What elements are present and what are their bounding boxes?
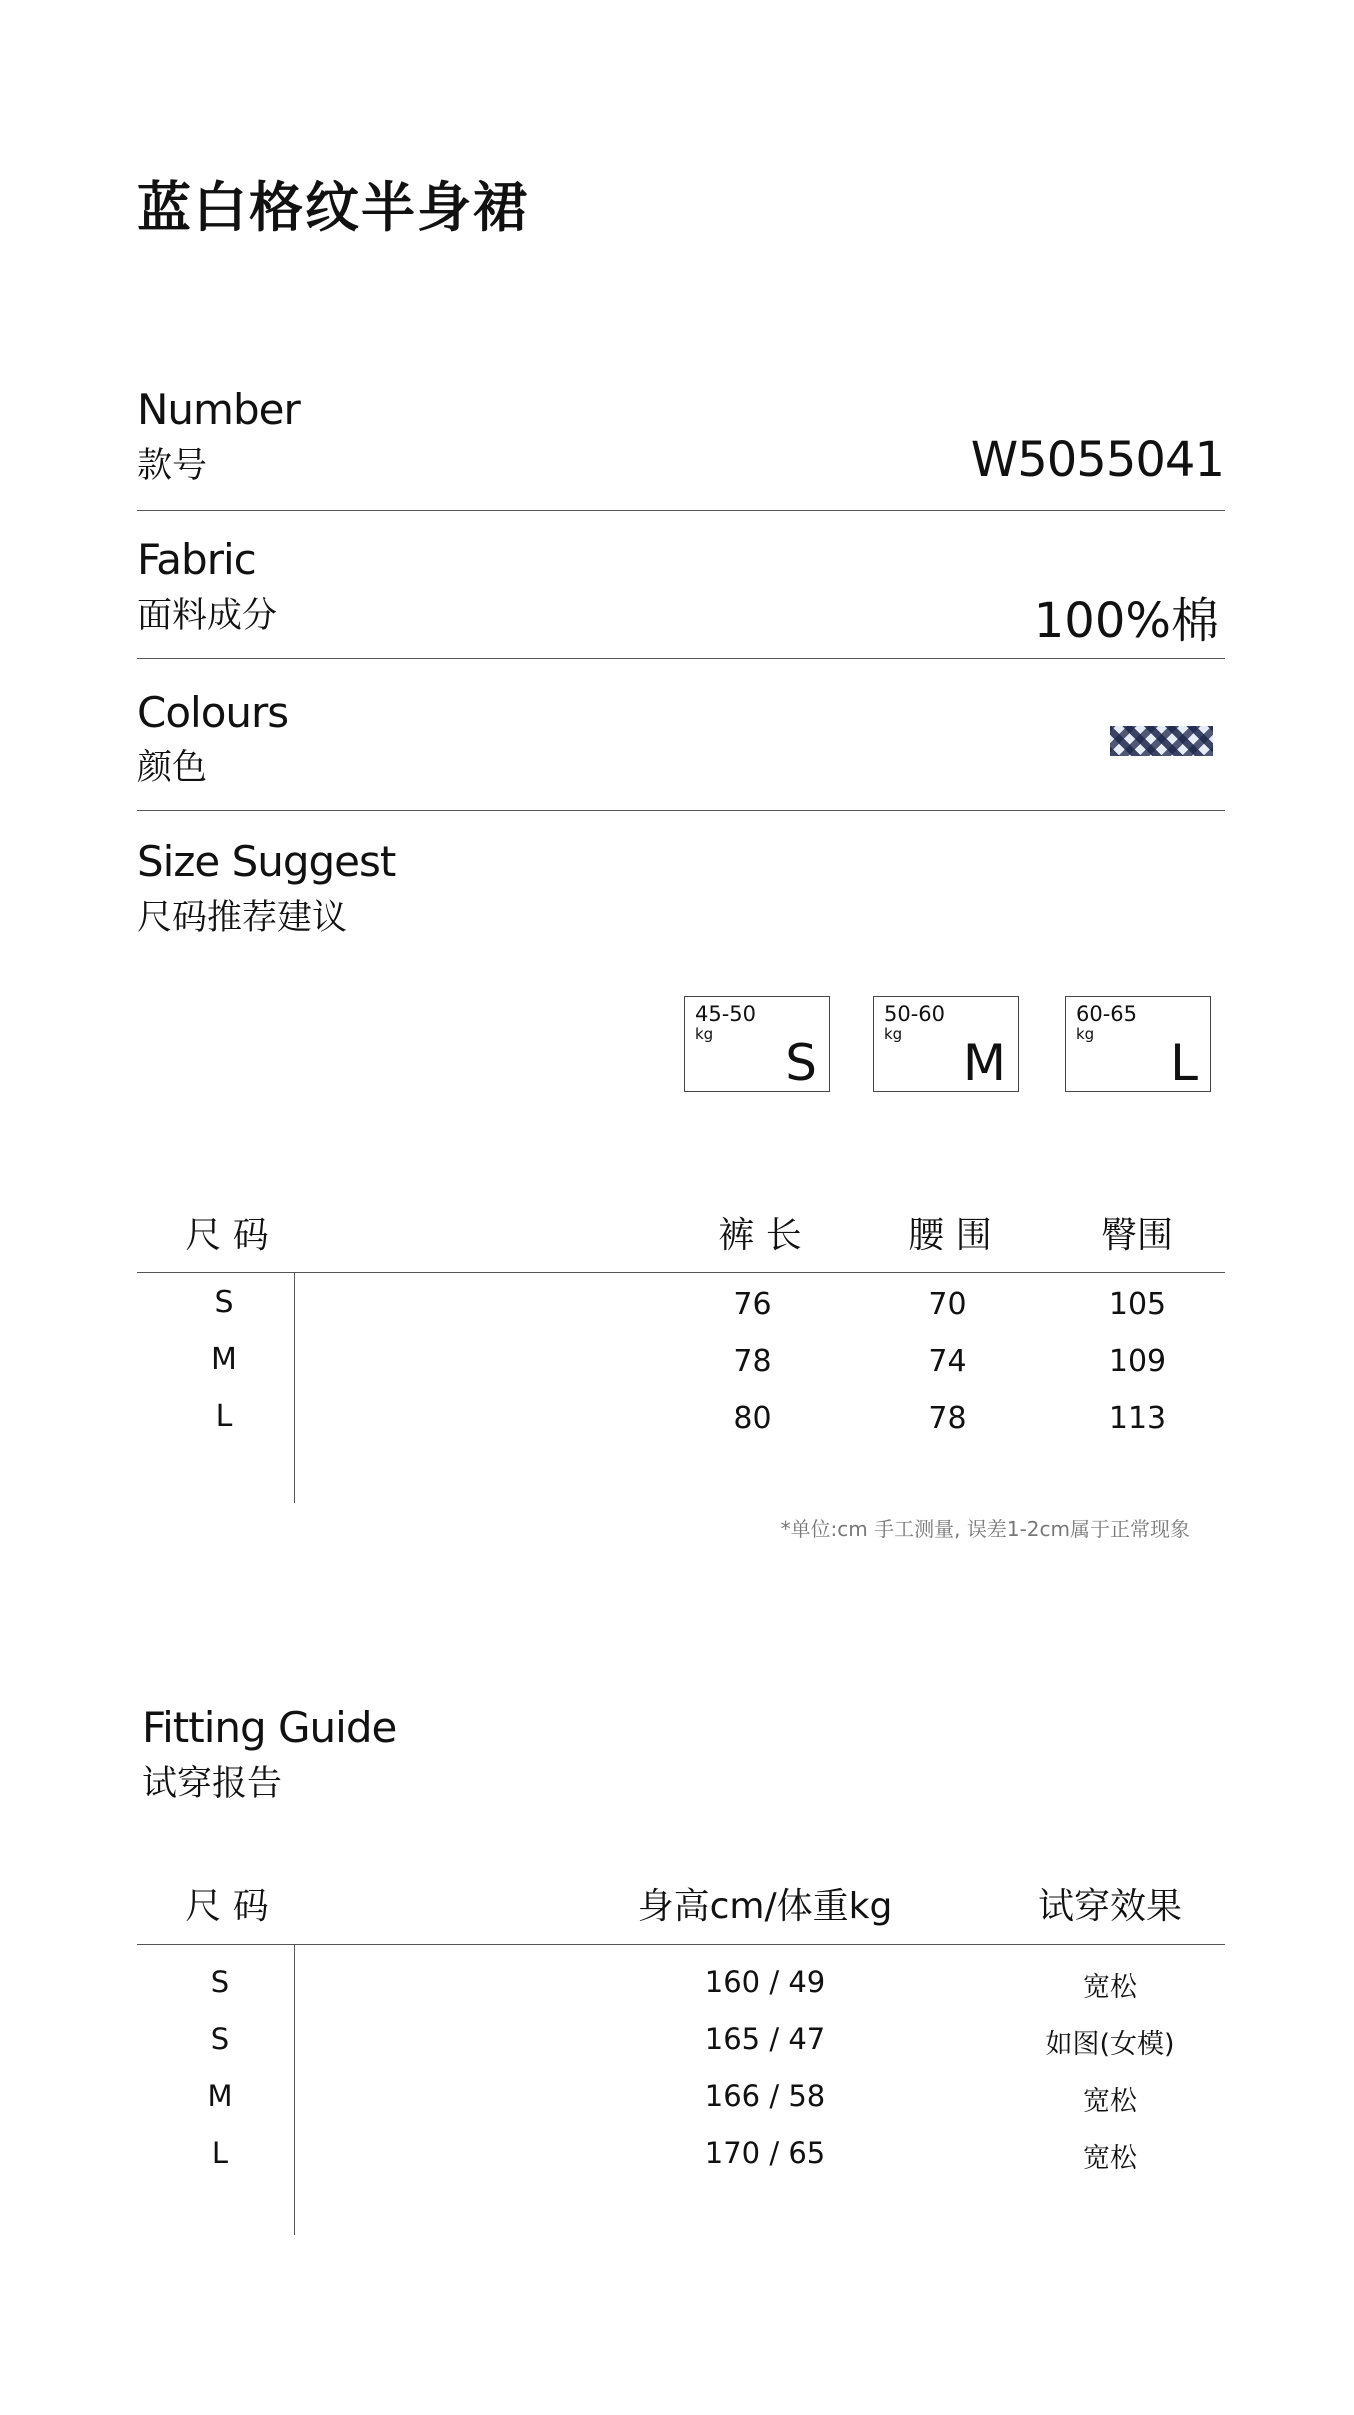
table-cell: 74	[928, 1344, 967, 1379]
colours-label-en: Colours	[137, 688, 289, 737]
plaid-color-swatch	[1110, 726, 1213, 756]
size-table-header-size: 尺 码	[185, 1215, 269, 1256]
size-box-l	[1065, 996, 1211, 1092]
table-cell: 78	[733, 1344, 772, 1379]
colours-label-zh: 颜色	[137, 748, 208, 788]
divider	[137, 658, 1225, 659]
fitting-cell: S	[210, 2022, 230, 2056]
fitting-header-divider	[137, 1944, 1225, 1945]
size-suggest-label-en: Size Suggest	[137, 837, 396, 886]
number-label-en: Number	[137, 385, 300, 434]
table-cell: 105	[1108, 1287, 1167, 1322]
kg-range: 45-50	[695, 1002, 757, 1026]
fitting-cell: 166 / 58	[704, 2079, 826, 2113]
size-suggest-label-zh: 尺码推荐建议	[137, 898, 348, 938]
fitting-cell: 宽松	[1083, 2086, 1137, 2117]
size-letter: L	[1170, 1034, 1198, 1092]
fitting-cell: 如图(女模)	[1045, 2029, 1175, 2060]
fabric-label-en: Fabric	[137, 535, 256, 584]
number-value: W5055041	[970, 432, 1224, 488]
size-box-s	[684, 996, 830, 1092]
fabric-value: 100%棉	[1033, 593, 1219, 649]
fitting-cell: 宽松	[1083, 1972, 1137, 2003]
kg-unit: kg	[1076, 1025, 1095, 1043]
fabric-label-zh: 面料成分	[137, 596, 278, 636]
table-cell: 113	[1108, 1401, 1167, 1436]
divider	[137, 810, 1225, 811]
table-cell: 78	[928, 1401, 967, 1436]
table-cell: M	[211, 1342, 237, 1377]
table-cell: 80	[733, 1401, 772, 1436]
fitting-cell: 160 / 49	[704, 1965, 826, 1999]
fitting-title-zh: 试穿报告	[142, 1764, 283, 1804]
fitting-header-effect: 试穿效果	[1037, 1886, 1182, 1927]
table-column-divider	[294, 1273, 295, 1503]
kg-unit: kg	[695, 1025, 714, 1043]
size-table-header-hip: 臀围	[1100, 1215, 1173, 1256]
measurement-note: *单位:cm 手工测量, 误差1-2cm属于正常现象	[780, 1517, 1190, 1541]
fitting-cell: S	[210, 1965, 230, 1999]
fitting-cell: 165 / 47	[704, 2022, 826, 2056]
kg-unit: kg	[884, 1025, 903, 1043]
table-cell: 70	[928, 1287, 967, 1322]
fitting-cell: M	[207, 2079, 233, 2113]
table-cell: S	[214, 1285, 234, 1320]
table-cell: 109	[1108, 1344, 1167, 1379]
fitting-header-size: 尺 码	[185, 1886, 269, 1927]
fitting-cell: L	[211, 2136, 229, 2170]
fitting-cell: 宽松	[1083, 2143, 1137, 2174]
fitting-header-height-weight: 身高cm/体重kg	[637, 1886, 893, 1927]
fitting-cell: 170 / 65	[704, 2136, 826, 2170]
size-letter: S	[785, 1034, 817, 1092]
size-table-header-length: 裤 长	[718, 1215, 802, 1256]
page-title: 蓝白格纹半身裙	[137, 176, 529, 239]
fitting-column-divider	[294, 1945, 295, 2235]
kg-range: 50-60	[884, 1002, 946, 1026]
number-label-zh: 款号	[137, 446, 208, 486]
kg-range: 60-65	[1076, 1002, 1138, 1026]
size-box-m	[873, 996, 1019, 1092]
size-table-header-waist: 腰 围	[908, 1215, 992, 1256]
table-cell: L	[215, 1399, 233, 1434]
fitting-title-en: Fitting Guide	[142, 1703, 397, 1752]
divider	[137, 510, 1225, 511]
table-cell: 76	[733, 1287, 772, 1322]
table-header-divider	[137, 1272, 1225, 1273]
size-letter: M	[962, 1034, 1006, 1092]
